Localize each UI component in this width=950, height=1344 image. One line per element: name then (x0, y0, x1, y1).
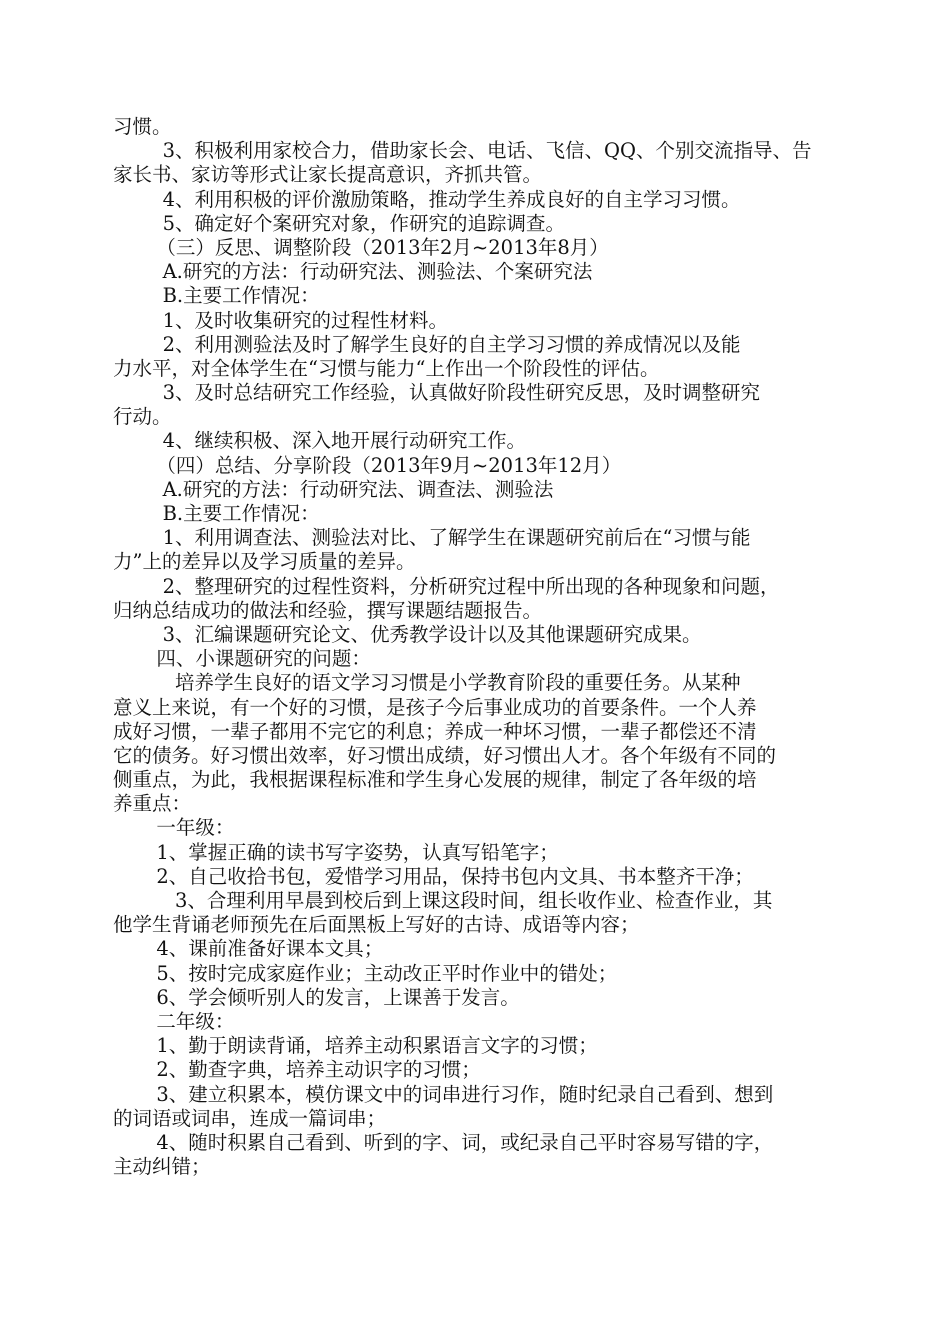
text-line: 5、按时完成家庭作业；主动改正平时作业中的错处； (113, 961, 618, 985)
text-line: 四、小课题研究的问题： (113, 647, 371, 671)
text-line: 归纳总结成功的做法和经验，撰写课题结题报告。 (113, 598, 543, 622)
text-line: 3、合理利用早晨到校后到上课这段时间，组长收作业、检查作业，其 (113, 889, 773, 912)
text-line: 6、学会倾听别人的发言，上课善于发言。 (113, 985, 520, 1009)
text-line: 2、整理研究的过程性资料，分析研究过程中所出现的各种现象和问题， (113, 574, 780, 598)
text-line: 4、随时积累自己看到、听到的字、词，或纪录自己平时容易写错的字， (113, 1130, 774, 1154)
text-line: 成好习惯，一辈子都用不完它的利息；养成一种坏习惯，一辈子都偿还不清 (113, 719, 757, 743)
text-line: 习惯。 (113, 115, 172, 138)
text-line: 1、利用调查法、测验法对比、了解学生在课题研究前后在“习惯与能 (113, 526, 751, 550)
text-line: 意义上来说，有一个好的习惯，是孩子今后事业成功的首要条件。一个人养 (113, 695, 757, 719)
text-line: 3、建立积累本，模仿课文中的词串进行习作，随时纪录自己看到、想到 (113, 1082, 774, 1106)
text-line: 1、及时收集研究的过程性材料。 (113, 308, 448, 332)
text-line: 2、利用测验法及时了解学生良好的自主学习习惯的养成情况以及能 (113, 332, 741, 356)
text-line: 1、勤于朗读背诵，培养主动积累语言文字的习惯； (113, 1034, 598, 1058)
text-line: B.主要工作情况： (113, 502, 320, 525)
text-line: 侧重点，为此，我根据课程标准和学生身心发展的规律，制定了各年级的培 (113, 768, 757, 792)
text-line: 力”上的差异以及学习质量的差异。 (113, 550, 416, 574)
text-line: 4、课前准备好课本文具； (113, 937, 384, 961)
text-line: （三）反思、调整阶段（2013年2月~2013年8月） (113, 235, 609, 259)
text-line: 2、自己收拾书包，爱惜学习用品，保持书包内文具、书本整齐干净； (113, 864, 754, 888)
text-line: 3、汇编课题研究论文、优秀教学设计以及其他课题研究成果。 (113, 622, 702, 646)
text-line: 家长书、家访等形式让家长提高意识，齐抓共管。 (113, 163, 543, 187)
text-line: 养重点： (113, 792, 192, 816)
text-line: 一年级： (113, 816, 235, 840)
text-line: 二年级： (113, 1009, 235, 1033)
text-line: （四）总结、分享阶段（2013年9月~2013年12月） (113, 453, 622, 477)
text-line: 行动。 (113, 405, 172, 429)
text-line: 它的债务。好习惯出效率，好习惯出成绩，好习惯出人才。各个年级有不同的 (113, 743, 777, 767)
text-line: 培养学生良好的语文学习习惯是小学教育阶段的重要任务。从某种 (113, 671, 741, 695)
text-line: 力水平，对全体学生在“习惯与能力“上作出一个阶段性的评估。 (113, 356, 660, 380)
text-line: 主动纠错； (113, 1155, 211, 1179)
text-line: A.研究的方法：行动研究法、测验法、个案研究法 (113, 260, 593, 284)
text-line: 他学生背诵老师预先在后面黑板上写好的古诗、成语等内容； (113, 913, 640, 937)
text-line: 5、确定好个案研究对象，作研究的追踪调查。 (113, 211, 565, 235)
document-body (113, 115, 843, 1179)
text-line: 3、及时总结研究工作经验，认真做好阶段性研究反思，及时调整研究 (113, 381, 760, 405)
text-line: 的词语或词串，连成一篇词串； (113, 1106, 387, 1130)
text-line: 1、掌握正确的读书写字姿势，认真写铅笔字； (113, 840, 559, 864)
text-line: 4、利用积极的评价激励策略，推动学生养成良好的自主学习习惯。 (113, 187, 741, 211)
text-line: 2、勤查字典，培养主动识字的习惯； (113, 1058, 481, 1082)
text-line: B.主要工作情况： (113, 284, 320, 308)
text-line: A.研究的方法：行动研究法、调查法、测验法 (113, 477, 554, 501)
text-line: 3、积极利用家校合力，借助家长会、电话、飞信、QQ、个别交流指导、告 (113, 139, 812, 163)
text-line: 4、继续积极、深入地开展行动研究工作。 (113, 429, 526, 453)
